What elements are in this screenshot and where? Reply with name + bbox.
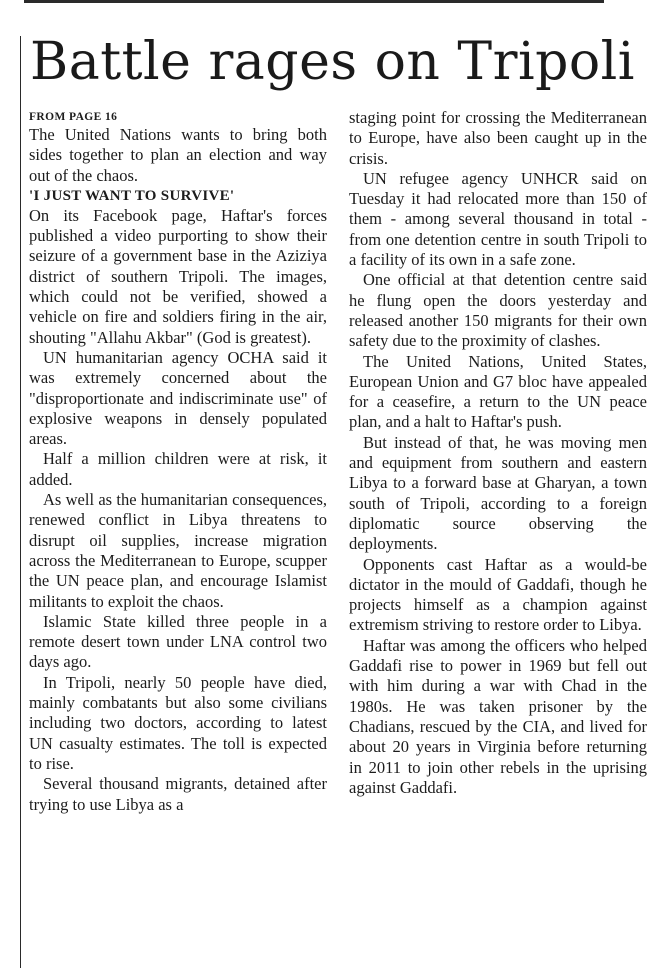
paragraph: But instead of that, he was moving men and equipment from southern and eastern Libya to a forward base at Gharyan, a town south of Tripoli, according to a foreign diplomatic source observing the deployments. — [349, 432, 647, 554]
paragraph: Half a million children were at risk, it added. — [29, 449, 327, 489]
paragraph: Several thousand migrants, detained after trying to use Libya as a — [29, 774, 327, 814]
paragraph: UN refugee agency UNHCR said on Tuesday it had relocated more than 150 of them - among several thousand in total - from one detention centre in south Tripoli to a facility of its own in a safe zone. — [349, 168, 647, 270]
article-column-left — [29, 109, 327, 815]
subhead: 'I JUST WANT TO SURVIVE' — [29, 187, 235, 204]
cropped-header-text-remnant — [24, 0, 604, 3]
paragraph: The United Nations, United States, European Union and G7 bloc have appealed for a ceasefire, a return to the UN peace plan, and a halt to Haftar's push. — [349, 351, 647, 432]
paragraph: UN humanitarian agency OCHA said it was extremely concerned about the "disproportionate and indiscriminate use" of explosive weapons in densely populated areas. — [29, 347, 327, 449]
column-rule-left — [20, 36, 21, 968]
headline: Battle rages on Tripoli — [30, 32, 635, 92]
paragraph: In Tripoli, nearly 50 people have died, mainly combatants but also some civilians including two doctors, according to latest UN casualty estimates. The toll is expected to rise. — [29, 672, 327, 773]
cropped-page-header-strip — [0, 0, 648, 6]
jump-label: FROM PAGE 16 — [29, 111, 118, 123]
paragraph: staging point for crossing the Mediterranean to Europe, have also been caught up in the crisis. — [349, 108, 647, 168]
article-column-right — [349, 108, 647, 798]
paragraph: As well as the humanitarian consequences, renewed conflict in Libya threatens to disrupt oil supplies, increase migration across the Mediterranean to Europe, scupper the UN peace plan, and encourage Islamist militants to exploit the chaos. — [29, 490, 327, 611]
paragraph: Opponents cast Haftar as a would-be dictator in the mould of Gaddafi, though he projects himself as a champion against extremism striving to restore order to Libya. — [349, 554, 647, 635]
paragraph: Haftar was among the officers who helped Gaddafi rise to power in 1969 but fell out with him during a war with Chad in the 1980s. He was taken prisoner by the Chadians, rescued by the CIA, and lived for about 20 years in Virginia before returning in 2011 to join other rebels in the uprising against Gaddafi. — [349, 635, 647, 797]
paragraph: Islamic State killed three people in a remote desert town under LNA control two days ago. — [29, 611, 327, 672]
paragraph: One official at that detention centre said he flung open the doors yesterday and released another 150 migrants for their own safety due to the proximity of clashes. — [349, 270, 647, 351]
paragraph: On its Facebook page, Haftar's forces published a video purporting to show their seizure of a government base in the Aziziya district of southern Tripoli. The images, which could not be verified, showed a vehicle on fire and soldiers firing in the air, shouting "Allahu Akbar" (God is greatest). — [29, 205, 327, 347]
paragraph: The United Nations wants to bring both sides together to plan an election and way out of the chaos. — [29, 125, 327, 185]
